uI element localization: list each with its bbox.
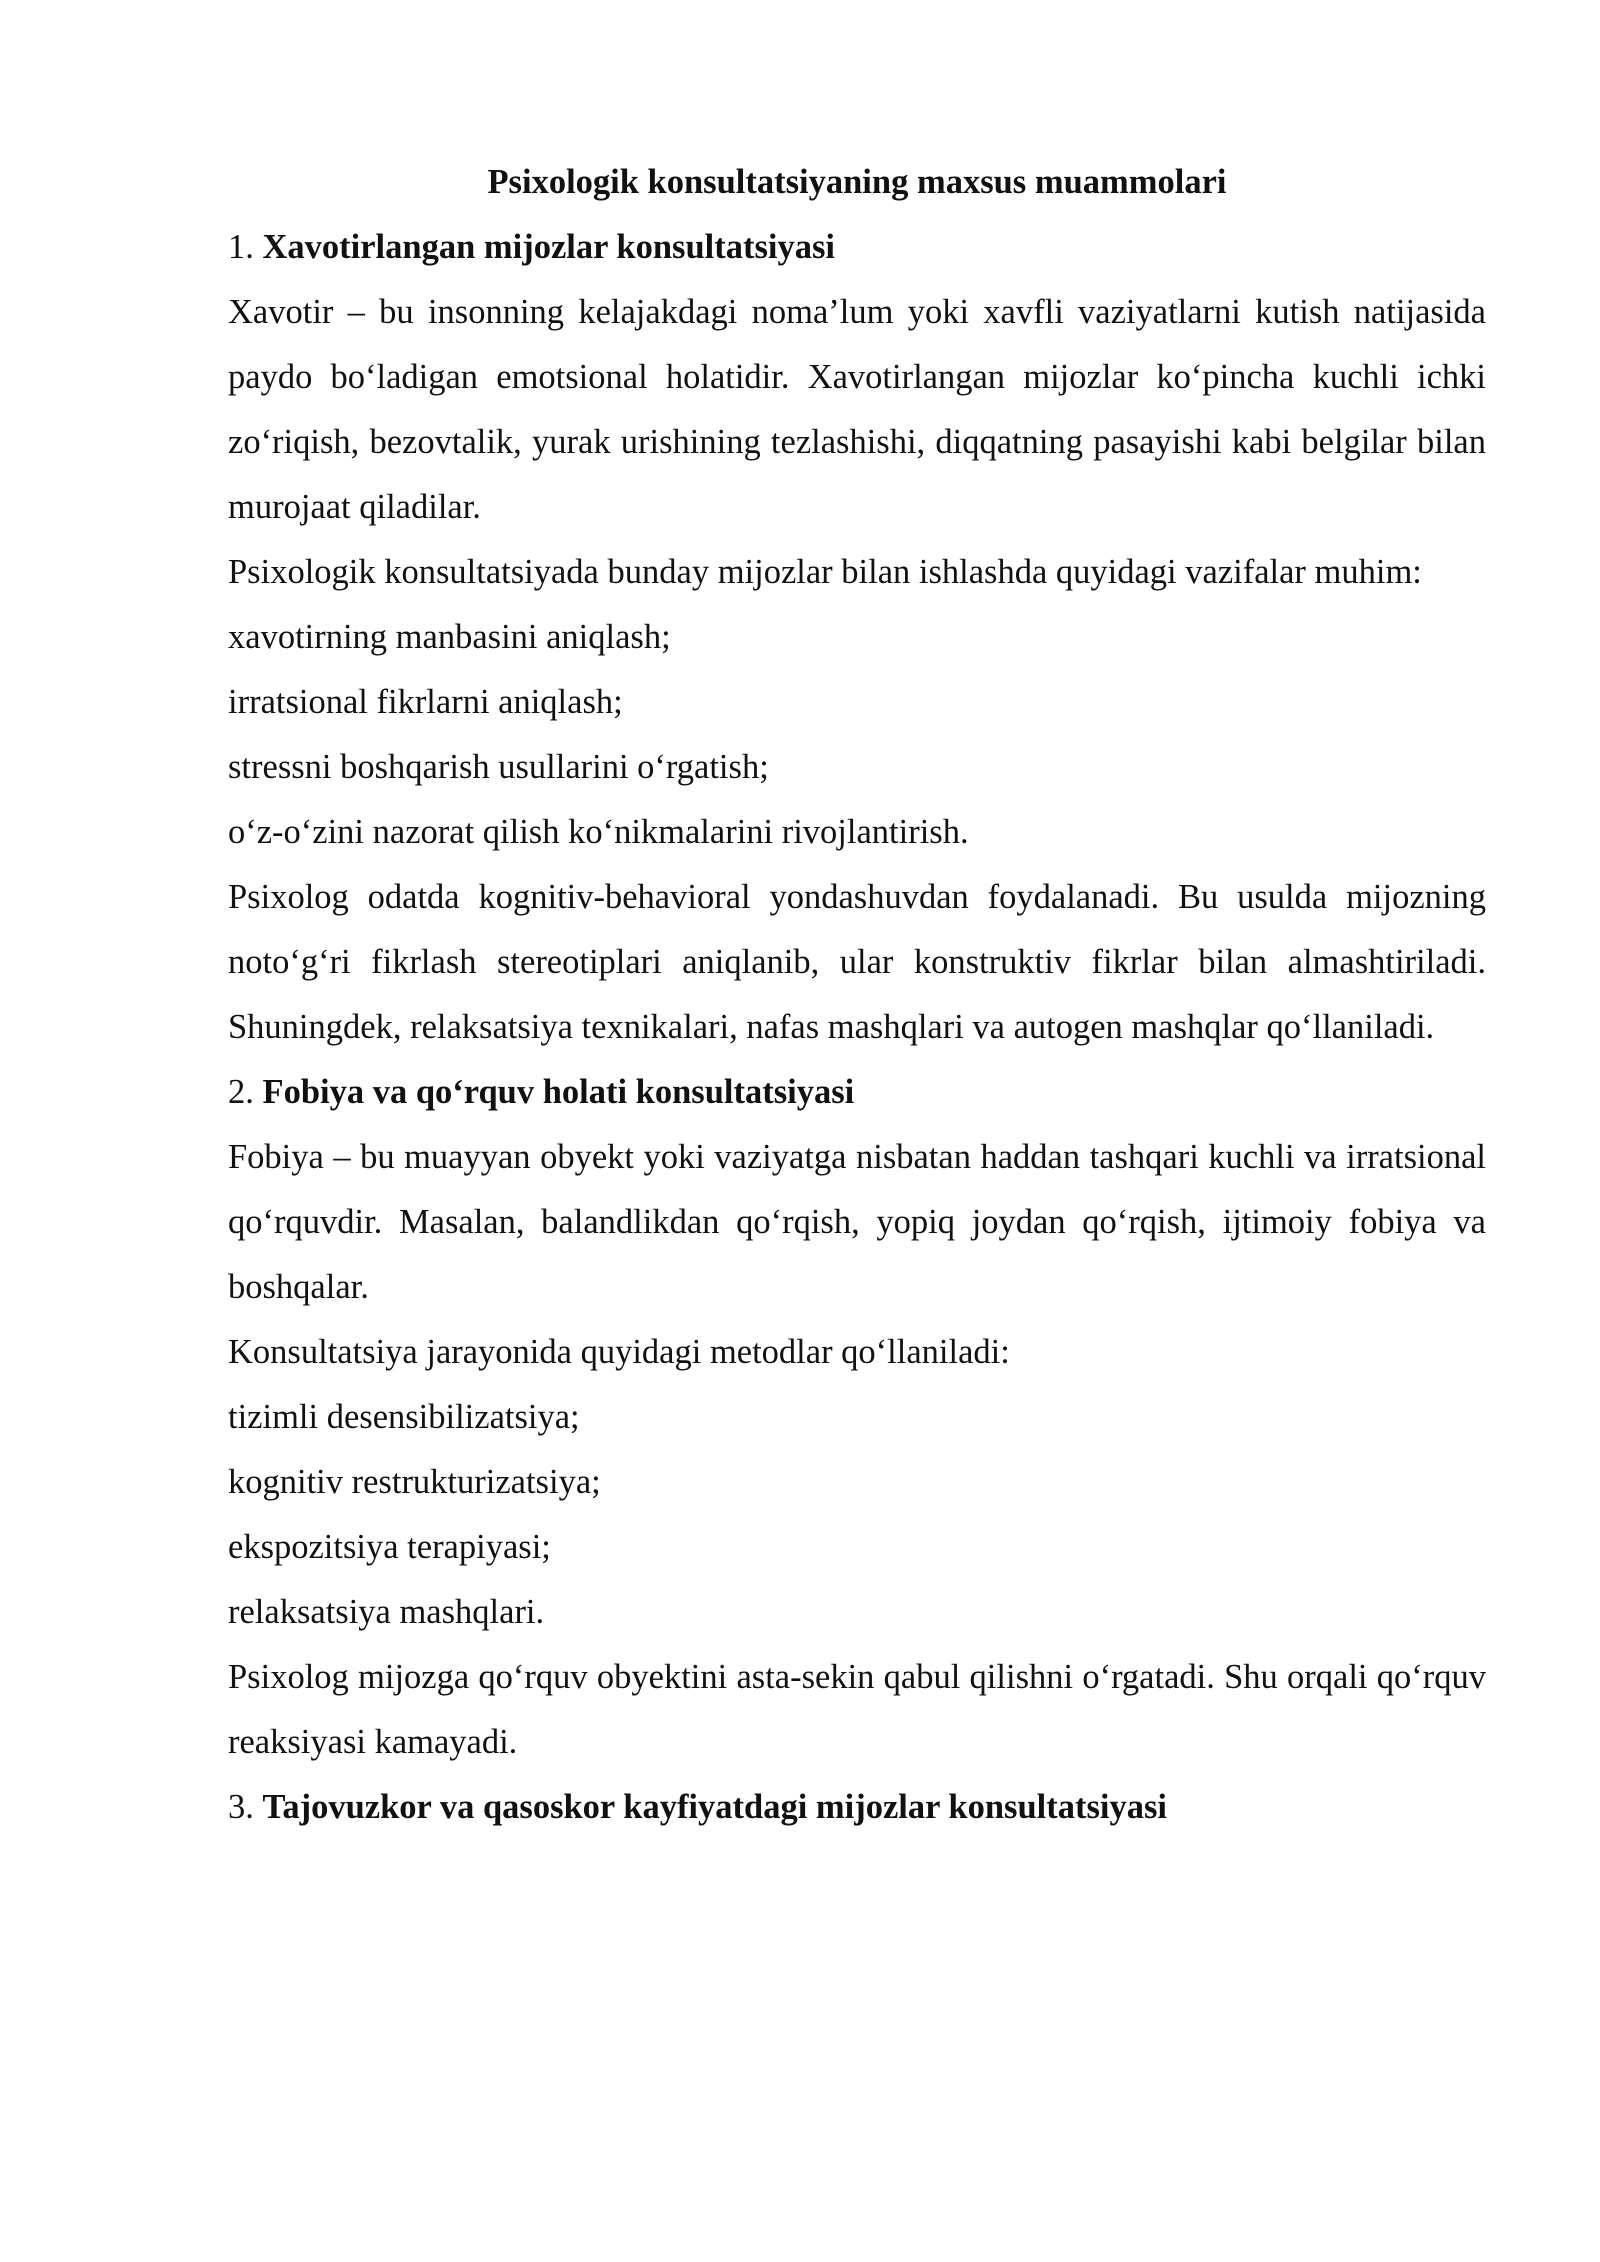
section-1-list-item-1: xavotirning manbasini aniqlash; [228, 618, 671, 656]
section-2-list-item-2: kognitiv restrukturizatsiya; [228, 1463, 601, 1501]
document-page [228, 150, 1486, 1840]
section-2-heading [228, 1060, 1486, 1125]
section-1-title: Xavotirlangan mijozlar konsultatsiyasi [262, 228, 835, 266]
section-2-number: 2. [228, 1073, 254, 1111]
section-3-title: Tajovuzkor va qasoskor kayfiyatdagi mijozlar konsultatsiyasi [262, 1788, 1167, 1826]
section-2-paragraph-1: Fobiya – bu muayyan obyekt yoki vaziyatga nisbatan haddan tashqari kuchli va irratsional qo‘rquvdir. Masalan, balandlikdan qo‘rqish, yopiq joydan qo‘rqish, ijtimoiy fobiya va boshqalar. [228, 1138, 1486, 1306]
section-1-paragraph-1: Xavotir – bu insonning kelajakdagi noma’lum yoki xavfli vaziyatlarni kutish natijasida paydo bo‘ladigan emotsional holatidir. Xavotirlangan mijozlar ko‘pincha kuchli ichki zo‘riqish, bezovtalik, yurak urishining tezlashishi, diqqatning pasayishi kabi belgilar bilan murojaat qiladilar. [228, 293, 1486, 526]
section-3-number: 3. [228, 1788, 254, 1826]
section-2-list-item-3: ekspozitsiya terapiyasi; [228, 1528, 551, 1566]
document-title: Psixologik konsultatsiyaning maxsus muammolari [487, 163, 1227, 201]
section-1-list-item-2: irratsional fikrlarni aniqlash; [228, 683, 623, 721]
section-1-paragraph-2: Psixologik konsultatsiyada bunday mijozlar bilan ishlashda quyidagi vazifalar muhim: [228, 553, 1422, 591]
section-2-paragraph-3: Psixolog mijozga qo‘rquv obyektini asta-sekin qabul qilishni o‘rgatadi. Shu orqali qo‘rquv reaksiyasi kamayadi. [228, 1658, 1486, 1761]
section-1-list-item-4: o‘z-o‘zini nazorat qilish ko‘nikmalarini rivojlantirish. [228, 813, 969, 851]
section-2-title: Fobiya va qo‘rquv holati konsultatsiyasi [262, 1073, 855, 1111]
section-2-paragraph-2: Konsultatsiya jarayonida quyidagi metodlar qo‘llaniladi: [228, 1333, 1010, 1371]
section-3-heading [228, 1775, 1486, 1840]
section-1-paragraph-3: Psixolog odatda kognitiv-behavioral yondashuvdan foydalanadi. Bu usulda mijozning noto‘g‘ri fikrlash stereotiplari aniqlanib, ular konstruktiv fikrlar bilan almashtiriladi. Shuningdek, relaksatsiya texnikalari, nafas mashqlari va autogen mashqlar qo‘llaniladi. [228, 878, 1486, 1046]
section-1-heading [228, 215, 1486, 280]
section-2-list-item-1: tizimli desensibilizatsiya; [228, 1398, 580, 1436]
section-2-list-item-4: relaksatsiya mashqlari. [228, 1593, 545, 1631]
section-1-list-item-3: stressni boshqarish usullarini o‘rgatish; [228, 748, 769, 786]
section-1-number: 1. [228, 228, 254, 266]
